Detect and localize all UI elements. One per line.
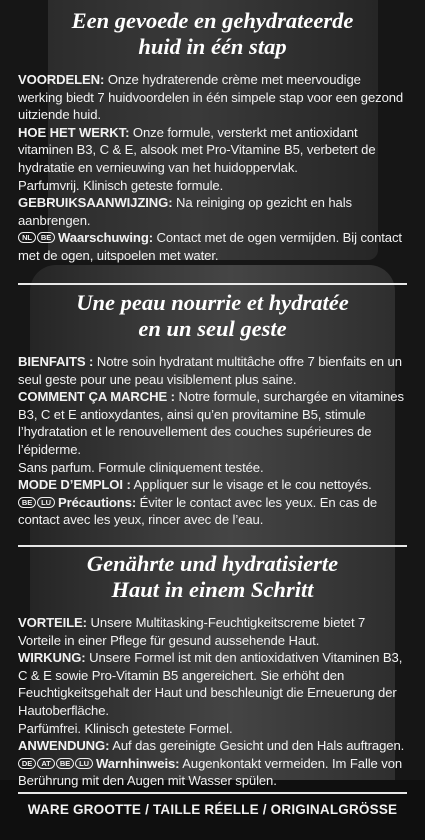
country-badges-de (18, 758, 93, 769)
body-fr (18, 353, 407, 529)
usage-fr (18, 476, 407, 494)
section-de (0, 551, 425, 790)
how-text-de: Unsere Formel ist mit den antioxidativen Vitaminen B3, C & E sowie Pro-Vitamin B5 angereichert. Sie erhöht den Feuchtigkeitsgehalt der Haut und beschleunigt die Erneuerung der Hautoberfläche. (18, 650, 403, 718)
benefits-text-nl: Onze hydraterende crème met meervoudige werking biedt 7 huidvoordelen in één simpele stap voor een gezond uitziende huid. (18, 72, 404, 123)
free-nl: Parfumvrij. Klinisch geteste formule. (18, 177, 224, 193)
usage-text-fr: Appliquer sur le visage et le cou nettoyés. (130, 477, 372, 493)
free-de: Parfümfrei. Klinisch getestete Formel. (18, 720, 233, 736)
how-label-de: WIRKUNG: (18, 650, 86, 666)
headline-de (18, 551, 407, 603)
body-de (18, 614, 407, 790)
country-badges-nl (18, 232, 55, 243)
badge-lu: LU (75, 758, 93, 769)
usage-text-de: Auf das gereinigte Gesicht und den Hals auftragen. (109, 738, 405, 754)
warning-text-de: Augenkontakt vermeiden. Im Falle von Berührung mit den Augen mit Wasser spülen. (18, 755, 403, 789)
divider-1 (18, 283, 407, 285)
warning-label-de: Warnhinweis: (96, 755, 180, 771)
benefits-text-fr: Notre soin hydratant multitâche offre 7 bienfaits en un seul geste pour une peau visiblement plus saine. (18, 354, 402, 387)
benefits-nl (18, 71, 407, 124)
usage-de (18, 737, 407, 755)
how-text-nl: Onze formule, versterkt met antioxidant vitaminen B3, C & E, alsook met Pro-Vitamine B5, verbetert de hydratatie en vernieuwing van het huidoppervlak. (18, 124, 376, 175)
warning-text-nl: Contact met de ogen vermijden. Bij contact met de ogen, uitspoelen met water. (18, 230, 402, 263)
badge-at: AT (37, 758, 55, 769)
benefits-label-fr: BIENFAITS : (18, 354, 94, 369)
how-de (18, 649, 407, 719)
headline-nl (18, 8, 407, 60)
how-label-fr: COMMENT ÇA MARCHE : (18, 389, 175, 405)
divider-2 (18, 545, 407, 547)
divider-3 (18, 792, 407, 794)
section-fr (0, 290, 425, 529)
badge-de: DE (18, 758, 36, 769)
benefits-de (18, 614, 407, 649)
warning-label-fr: Précautions: (58, 494, 137, 510)
actual-size-footer: WARE GROOTTE / TAILLE RÉELLE / ORIGINALGRÖSSE (27, 802, 398, 817)
usage-label-nl: GEBRUIKSAANWIJZING: (18, 195, 173, 211)
usage-label-de: ANWENDUNG: (18, 738, 110, 754)
headline-fr (18, 290, 407, 342)
badge-be: BE (37, 232, 55, 243)
badge-be: BE (18, 497, 36, 508)
how-fr (18, 388, 407, 458)
warning-nl (18, 229, 407, 264)
benefits-label-de: VORTEILE: (18, 615, 87, 630)
benefits-fr (18, 353, 407, 388)
headline-nl-line-2: huid in één stap (138, 34, 287, 59)
headline-nl-line-1: Een gevoede en gehydrateerde (71, 8, 354, 33)
how-label-nl: HOE HET WERKT: (18, 124, 130, 140)
section-nl (0, 8, 425, 265)
warning-label-nl: Waarschuwing: (58, 230, 153, 246)
usage-label-fr: MODE D’EMPLOI : (18, 477, 131, 493)
headline-fr-line-2: en un seul geste (138, 316, 287, 341)
badge-lu: LU (37, 497, 55, 508)
badge-be: BE (56, 758, 74, 769)
headline-fr-line-1: Une peau nourrie et hydratée (76, 290, 349, 315)
how-nl (18, 124, 407, 177)
benefits-text-de: Unsere Multitasking-Feuchtigkeitscreme bietet 7 Vorteile in einer Pflege für gesund aussehende Haut. (18, 615, 366, 648)
benefits-label-nl: VOORDELEN: (18, 72, 105, 87)
body-nl (18, 71, 407, 265)
warning-fr (18, 494, 407, 529)
badge-nl: NL (18, 232, 36, 243)
headline-de-line-2: Haut in einem Schritt (111, 577, 314, 602)
country-badges-fr (18, 497, 55, 508)
free-fr: Sans parfum. Formule cliniquement testée. (18, 459, 264, 475)
warning-text-fr: Éviter le contact avec les yeux. En cas de contact avec les yeux, rincer avec de l’eau. (18, 494, 378, 528)
usage-text-nl: Na reiniging op gezicht en hals aanbrengen. (18, 195, 352, 228)
how-text-fr: Notre formule, surchargée en vitamines B3, C et E antioxydantes, ainsi qu’en provitamine B5, stimule l’hydratation et le renouvellement des couches supérieures de l’épiderme. (18, 389, 404, 457)
headline-de-line-1: Genährte und hydratisierte (86, 551, 339, 576)
usage-nl (18, 194, 407, 229)
warning-de (18, 755, 407, 790)
